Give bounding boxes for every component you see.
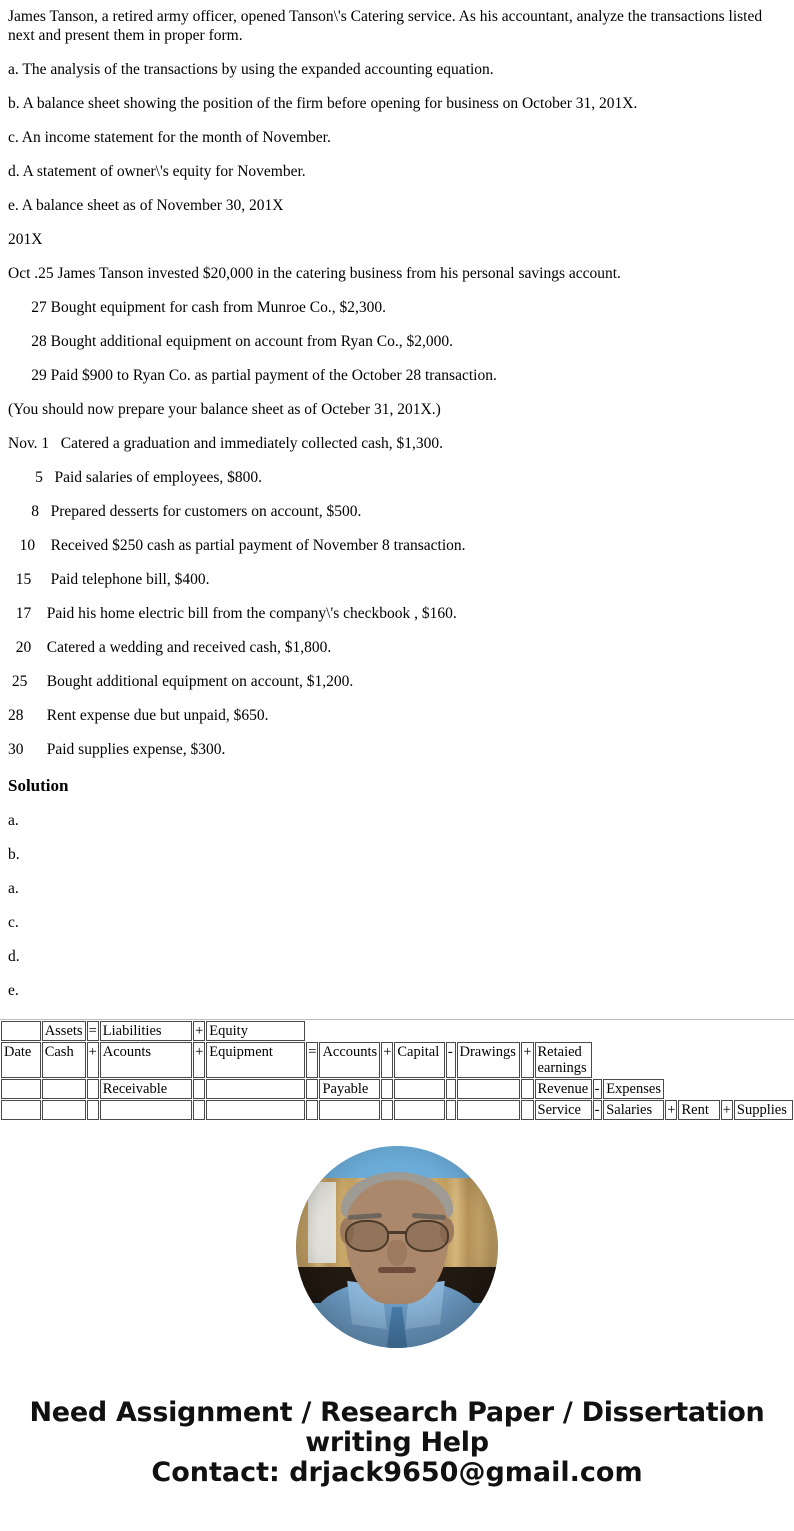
cell-plus-7: + [722,1101,731,1118]
november-transactions [8,419,786,759]
transaction-nov-1: Nov. 1 Catered a graduation and immediately collected cash, $1,300. [8,434,444,452]
requirement-a: a. The analysis of the transactions by using the expanded accounting equation. [8,60,494,78]
transaction-nov-15: 15 Paid telephone bill, $400. [8,570,210,588]
spacer [8,759,786,775]
cell-cash: Cash [42,1042,86,1078]
cell-supplies-expense: Supplies [734,1100,793,1120]
cell-plus-3: + [193,1042,205,1078]
transaction-nov-20: 20 Catered a wedding and received cash, $1,800. [8,638,332,656]
cell-revenue: Revenue [535,1079,592,1099]
footer-contact: Contact: drjack9650@gmail.com [151,1456,643,1488]
cell-equals-2: = [306,1042,318,1078]
spacer [8,589,786,605]
spacer [8,831,786,847]
solution-item-e: e. [8,982,19,999]
spacer [8,215,786,231]
cell-r3-blank-3 [87,1079,99,1099]
cell-date: Date [1,1042,41,1078]
cell-r3-blank-1 [1,1079,41,1099]
cell-r4-blank-12 [457,1100,521,1120]
spacer [8,45,786,61]
cell-accounts-receivable: Acounts [100,1042,192,1078]
cell-r3-blank-11 [521,1079,533,1099]
spacer [8,113,786,129]
requirement-e: e. A balance sheet as of November 30, 201X [8,196,284,214]
cell-r4-blank-7 [306,1100,318,1120]
cell-r3-blank-8 [394,1079,444,1099]
spacer [8,691,786,707]
requirements-list [8,45,786,215]
cell-expenses: Expenses [603,1079,664,1099]
spacer [8,623,786,639]
spacer [8,487,786,503]
spacer [8,933,786,949]
cell-rent-expense: Rent [678,1100,719,1120]
avatar-lens-left [345,1220,389,1252]
spacer [8,79,786,95]
cell-minus-3: - [593,1100,603,1120]
cell-equipment: Equipment [206,1042,305,1078]
cell-r3-blank-7 [381,1079,393,1099]
solution-items [8,797,786,1001]
spacer [8,419,786,435]
cell-assets: Assets [42,1021,86,1041]
table-header-row-1 [1,1021,793,1041]
table-header-row-4 [1,1100,793,1120]
cell-receivable: Receivable [100,1079,192,1099]
cell-salaries-expense: Salaries [603,1100,664,1120]
requirement-c: c. An income statement for the month of November. [8,128,331,146]
october-transactions [8,249,786,385]
avatar [296,1146,498,1348]
balance-sheet-note: (You should now prepare your balance sheet as of Octeber 31, 201X.) [8,400,441,418]
cell-minus-1: - [446,1042,456,1078]
cell-equals-1: = [88,1022,97,1039]
avatar-background-panel [308,1182,336,1263]
cell-liabilities: Liabilities [100,1021,192,1041]
cell-minus-2: - [593,1079,603,1099]
transaction-nov-25: 25 Bought additional equipment on account, $1,200. [8,672,354,690]
solution-item-b: b. [8,846,20,863]
requirement-b: b. A balance sheet showing the position of the firm before opening for business on October 31, 201X. [8,94,638,112]
spacer [8,967,786,983]
cell-plus-2: + [87,1042,99,1078]
spacer [8,317,786,333]
transaction-nov-30: 30 Paid supplies expense, $300. [8,740,226,758]
cell-r4-blank-2 [42,1100,86,1120]
cell-r3-blank-9 [446,1079,456,1099]
spacer [8,181,786,197]
avatar-nose [387,1240,407,1266]
cell-r4-blank-8 [319,1100,380,1120]
footer-headline: Need Assignment / Research Paper / Dissertation writing Help [29,1396,765,1458]
cell-plus-5: + [521,1042,533,1078]
table-header-row-3 [1,1079,793,1099]
cell-accounts-payable: Accounts [319,1042,380,1078]
spacer [8,555,786,571]
spacer [8,865,786,881]
document-content [0,8,794,1001]
cell-r3-blank-2 [42,1079,86,1099]
transaction-oct-29: 29 Paid $900 to Ryan Co. as partial payment of the October 28 transaction. [8,366,497,384]
avatar-container [0,1146,794,1348]
transaction-oct-28: 28 Bought additional equipment on account from Ryan Co., $2,000. [8,332,453,350]
spacer [8,899,786,915]
transaction-oct-27: 27 Bought equipment for cash from Munroe Co., $2,300. [8,298,386,316]
solution-item-c: c. [8,914,19,931]
spacer [8,351,786,367]
spacer [8,657,786,673]
cell-r1-blank [1,1021,41,1041]
spacer [8,797,786,813]
cell-retained-earnings: Retaied earnings [535,1042,592,1078]
spacer [8,521,786,537]
requirement-d: d. A statement of owner\'s equity for November. [8,162,306,180]
cell-r3-blank-4 [193,1079,205,1099]
spacer [8,385,786,401]
spacer [8,453,786,469]
cell-r4-blank-11 [446,1100,456,1120]
cell-service-revenue: Service [535,1100,592,1120]
transaction-nov-17: 17 Paid his home electric bill from the company\'s checkbook , $160. [8,604,457,622]
accounting-equation-table [0,1020,794,1121]
solution-item-a2: a. [8,880,19,897]
avatar-glasses-bridge [387,1231,407,1234]
spacer [8,147,786,163]
avatar-mouth [378,1267,416,1273]
cell-equity: Equity [206,1021,305,1041]
spacer [8,249,786,265]
cell-plus-4: + [381,1042,393,1078]
cell-r4-blank-13 [521,1100,533,1120]
cell-drawings: Drawings [457,1042,521,1078]
cell-r4-blank-10 [394,1100,444,1120]
transaction-nov-28: 28 Rent expense due but unpaid, $650. [8,706,269,724]
cell-r3-blank-10 [457,1079,521,1099]
cell-r4-blank-4 [100,1100,192,1120]
cell-r4-blank-3 [87,1100,99,1120]
document-page [0,8,794,1531]
year-label: 201X [8,230,43,248]
solution-item-d: d. [8,948,20,965]
cell-plus-1: + [195,1022,204,1039]
cell-r3-blank-6 [306,1079,318,1099]
cell-r4-blank-9 [381,1100,393,1120]
avatar-lens-right [405,1220,449,1252]
spacer [8,725,786,741]
cell-r4-blank-5 [193,1100,205,1120]
intro-paragraph: James Tanson, a retired army officer, opened Tanson\'s Catering service. As his accountant, analyze the transactions listed next and present them in proper form. [8,8,763,44]
solution-item-a1: a. [8,812,19,829]
cell-r4-blank-1 [1,1100,41,1120]
cell-r3-blank-5 [206,1079,305,1099]
cell-capital: Capital [394,1042,444,1078]
cell-plus-6: + [667,1101,676,1118]
cell-payable: Payable [319,1079,380,1099]
cell-r4-blank-6 [206,1100,305,1120]
transaction-nov-10: 10 Received $250 cash as partial payment of November 8 transaction. [8,536,466,554]
transaction-oct-25: Oct .25 James Tanson invested $20,000 in the catering business from his personal savings account. [8,264,621,282]
transaction-nov-5: 5 Paid salaries of employees, $800. [8,468,262,486]
spacer [8,283,786,299]
table-header-row-2 [1,1042,793,1078]
accounting-equation-table-section [0,1019,794,1130]
solution-heading: Solution [8,775,69,795]
footer [0,1398,794,1488]
transaction-nov-8: 8 Prepared desserts for customers on account, $500. [8,502,362,520]
